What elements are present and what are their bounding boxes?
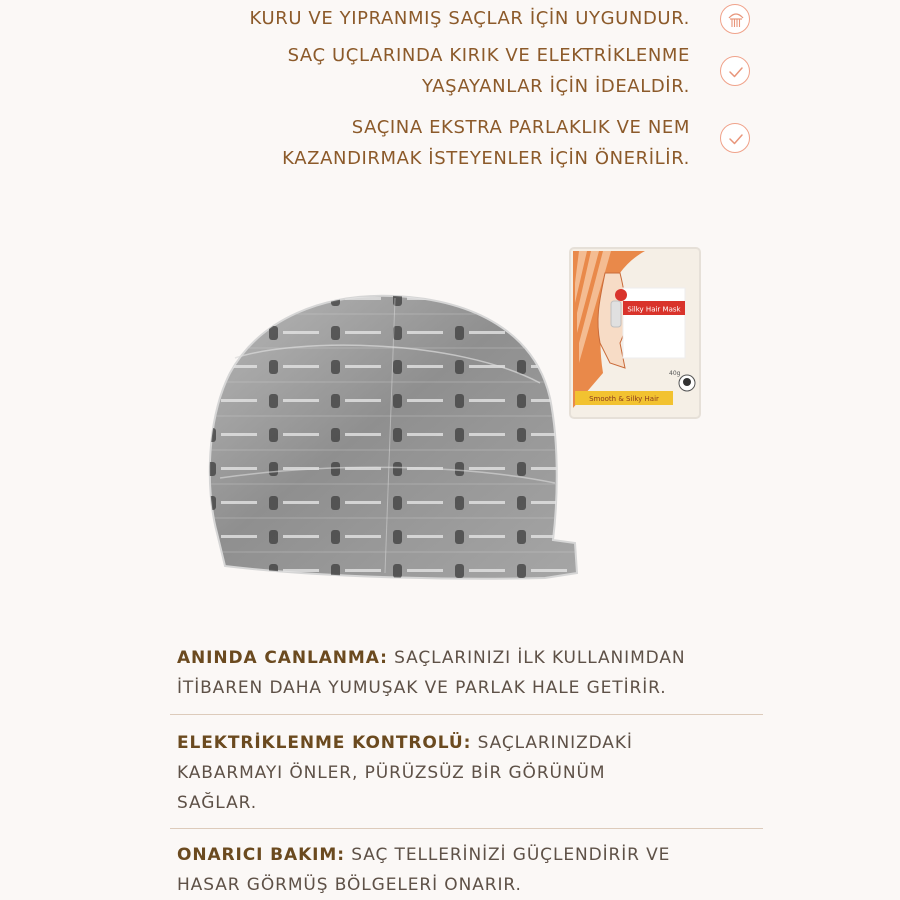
benefit-1-line-1: KURU VE YIPRANMIŞ SAÇLAR İÇİN UYGUNDUR. — [249, 8, 690, 29]
hair-strands-icon — [720, 4, 750, 34]
benefit-3-line-1: SAÇINA EKSTRA PARLAKLIK VE NEM — [351, 117, 690, 138]
feature-1-text-2: İTİBAREN DAHA YUMUŞAK VE PARLAK HALE GETİRİR. — [177, 678, 667, 698]
feature-2-text-1: SAÇLARINIZDAKİ — [477, 733, 633, 753]
sachet-weight-text: 40g — [669, 370, 681, 377]
feature-2-text-3: SAĞLAR. — [177, 793, 258, 813]
feature-1-text-1: SAÇLARINIZI İLK KULLANIMDAN — [394, 648, 686, 668]
feature-2-text-2: KABARMAYI ÖNLER, PÜRÜZSÜZ BİR GÖRÜNÜM — [177, 763, 606, 783]
sachet-tagline-text: Smooth & Silky Hair — [589, 395, 659, 403]
feature-3-line-1 — [177, 840, 777, 870]
feature-1-title: ANINDA CANLANMA: — [177, 648, 388, 668]
hair-mask-sachet-image — [565, 243, 705, 427]
feature-3-title: ONARICI BAKIM: — [177, 845, 345, 865]
sachet-brand-text: Silky Hair Mask — [627, 305, 681, 314]
divider — [170, 714, 763, 715]
feature-3-text-2: HASAR GÖRMÜŞ BÖLGELERİ ONARIR. — [177, 875, 522, 895]
feature-1-line-1 — [177, 643, 777, 673]
hair-mask-cap-image — [205, 288, 580, 592]
check-icon — [720, 123, 750, 153]
benefit-3-line-2: KAZANDIRMAK İSTEYENLER İÇİN ÖNERİLİR. — [282, 148, 690, 169]
feature-2-line-1 — [177, 728, 777, 758]
check-icon — [720, 56, 750, 86]
benefit-2-line-2: YAŞAYANLAR İÇİN İDEALDİR. — [422, 76, 690, 97]
benefit-2-line-1: SAÇ UÇLARINDA KIRIK VE ELEKTRİKLENME — [287, 45, 690, 66]
feature-3-text-1: SAÇ TELLERİNİZİ GÜÇLENDİRİR VE — [351, 845, 671, 865]
divider — [170, 828, 763, 829]
feature-2-title: ELEKTRİKLENME KONTROLÜ: — [177, 733, 472, 753]
